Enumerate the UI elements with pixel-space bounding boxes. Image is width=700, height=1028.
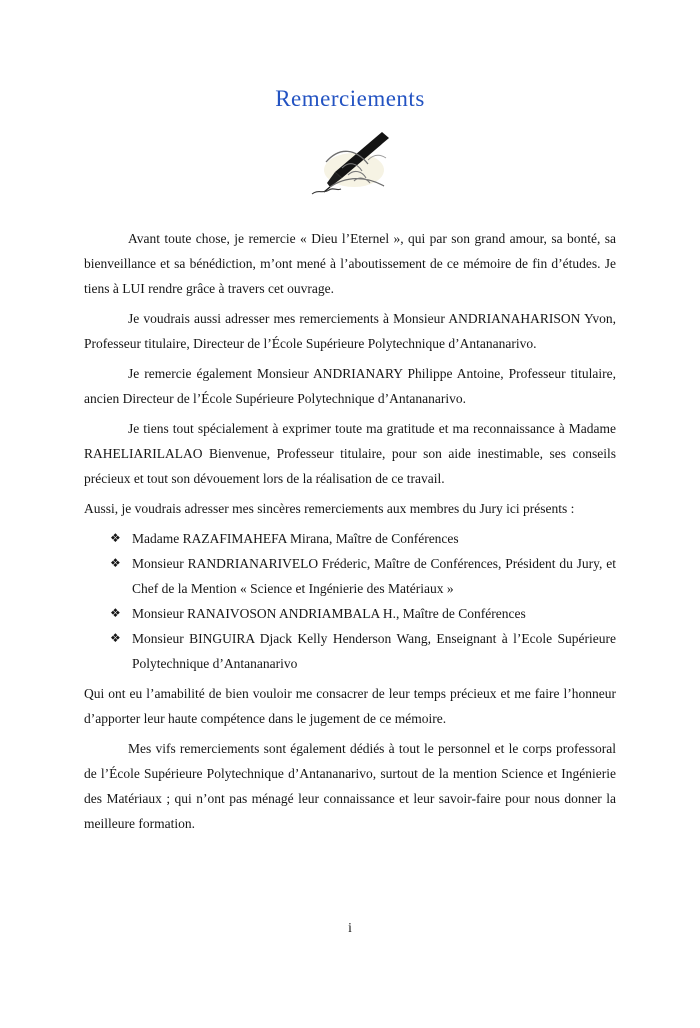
diamond-bullet-icon: ❖: [110, 606, 121, 620]
page-title: Remerciements: [275, 86, 425, 111]
list-item-text: Madame RAZAFIMAHEFA Mirana, Maître de Conférences: [132, 531, 459, 546]
paragraph-6-jury-outro: Qui ont eu l’amabilité de bien vouloir me consacrer de leur temps précieux et me faire l’honneur d’apporter leur haute compétence dans le jugement de ce mémoire.: [84, 686, 616, 726]
diamond-bullet-icon: ❖: [110, 531, 121, 545]
pen-sketch-svg: [296, 126, 404, 200]
list-item-text: Monsieur RANDRIANARIVELO Fréderic, Maître de Conférences, Président du Jury, et Chef de la Mention « Science et Ingénierie des Matériaux »: [132, 556, 616, 596]
document-body: [84, 226, 616, 836]
paragraph-1: Avant toute chose, je remercie « Dieu l’Eternel », qui par son grand amour, sa bonté, sa bienveillance et sa bénédiction, m’ont mené à l’aboutissement de ce mémoire de fin d’études. Je tiens à LUI rendre grâce à travers cet ouvrage.: [84, 231, 616, 296]
list-item: [110, 626, 616, 676]
list-item: [110, 526, 616, 551]
paragraph-7-final: Mes vifs remerciements sont également dédiés à tout le personnel et le corps professoral de l’École Supérieure Polytechnique d’Antananarivo, surtout de la mention Science et Ingénierie des Matériaux ; qui n’ont pas ménagé leur connaissance et leur savoir-faire pour nous donner la meilleure formation.: [84, 741, 616, 831]
list-item: [110, 601, 616, 626]
diamond-bullet-icon: ❖: [110, 631, 121, 645]
paragraph-5-jury-intro: Aussi, je voudrais adresser mes sincères remerciements aux membres du Jury ici présents :: [84, 501, 575, 516]
paragraph-3: Je remercie également Monsieur ANDRIANARY Philippe Antoine, Professeur titulaire, ancien Directeur de l’École Supérieure Polytechnique d’Antananarivo.: [84, 366, 616, 406]
jury-member-list: [110, 526, 616, 676]
list-item-text: Monsieur BINGUIRA Djack Kelly Henderson Wang, Enseignant à l’Ecole Supérieure Polytechnique d’Antananarivo: [132, 631, 616, 671]
list-item: [110, 551, 616, 601]
pen-sketch-image: [0, 126, 700, 200]
list-item-text: Monsieur RANAIVOSON ANDRIAMBALA H., Maître de Conférences: [132, 606, 526, 621]
page-number: i: [348, 920, 352, 935]
diamond-bullet-icon: ❖: [110, 556, 121, 570]
paragraph-2: Je voudrais aussi adresser mes remerciements à Monsieur ANDRIANAHARISON Yvon, Professeur titulaire, Directeur de l’École Supérieure Polytechnique d’Antananarivo.: [84, 311, 616, 351]
paragraph-4: Je tiens tout spécialement à exprimer toute ma gratitude et ma reconnaissance à Madame RAHELIARILALAO Bienvenue, Professeur titulaire, pour son aide inestimable, ses conseils précieux et tout son dévouement lors de la réalisation de ce travail.: [84, 421, 616, 486]
